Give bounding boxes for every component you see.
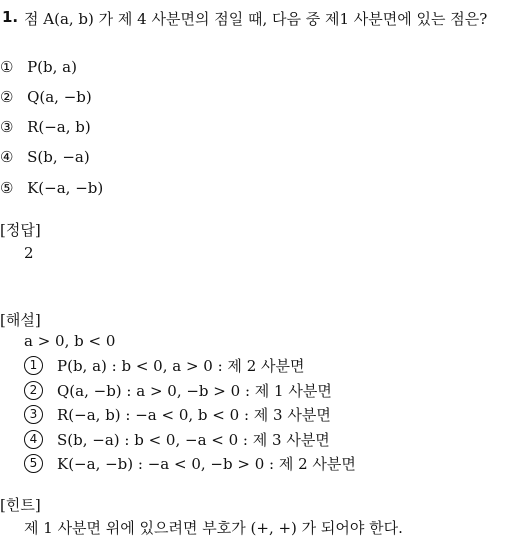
answer-heading: [정답] bbox=[0, 221, 41, 239]
option-5-text: K(−a, −b) bbox=[27, 179, 104, 197]
option-2-text: Q(a, −b) bbox=[27, 88, 92, 106]
option-1-mark: ① bbox=[0, 58, 14, 76]
explanation-item-3 bbox=[24, 404, 331, 425]
explanation-item-3-text: R(−a, b) : −a < 0, b < 0 : 제 3 사분면 bbox=[57, 406, 331, 424]
explanation-item-4 bbox=[24, 429, 330, 450]
option-1-text: P(b, a) bbox=[27, 58, 77, 76]
answer-value: 2 bbox=[24, 244, 34, 262]
explanation-item-4-mark: 4 bbox=[24, 430, 43, 449]
option-5[interactable] bbox=[0, 178, 103, 197]
option-3-text: R(−a, b) bbox=[27, 118, 91, 136]
explanation-item-1-text: P(b, a) : b < 0, a > 0 : 제 2 사분면 bbox=[57, 357, 305, 375]
hint-heading: [힌트] bbox=[0, 496, 41, 514]
option-3[interactable] bbox=[0, 117, 91, 136]
explanation-heading: [해설] bbox=[0, 311, 41, 329]
option-4[interactable] bbox=[0, 147, 90, 166]
explanation-item-1 bbox=[24, 355, 304, 376]
explanation-condition: a > 0, b < 0 bbox=[24, 332, 116, 350]
explanation-item-2-mark: 2 bbox=[24, 381, 43, 400]
explanation-item-5 bbox=[24, 453, 356, 474]
option-5-mark: ⑤ bbox=[0, 179, 14, 197]
option-3-mark: ③ bbox=[0, 118, 14, 136]
option-4-text: S(b, −a) bbox=[27, 148, 90, 166]
hint-text: 제 1 사분면 위에 있으려면 부호가 (+, +) 가 되어야 한다. bbox=[24, 519, 403, 537]
question-text: 점 A(a, b) 가 제 4 사분면의 점일 때, 다음 중 제1 사분면에 있는 점은? bbox=[24, 10, 488, 28]
question-number: 1. bbox=[2, 8, 19, 26]
option-2[interactable] bbox=[0, 87, 92, 106]
option-1[interactable] bbox=[0, 57, 77, 76]
explanation-item-2 bbox=[24, 380, 332, 401]
explanation-item-2-text: Q(a, −b) : a > 0, −b > 0 : 제 1 사분면 bbox=[57, 382, 332, 400]
option-2-mark: ② bbox=[0, 88, 14, 106]
explanation-item-4-text: S(b, −a) : b < 0, −a < 0 : 제 3 사분면 bbox=[57, 431, 330, 449]
explanation-item-1-mark: 1 bbox=[24, 356, 43, 375]
explanation-item-3-mark: 3 bbox=[24, 405, 43, 424]
explanation-item-5-text: K(−a, −b) : −a < 0, −b > 0 : 제 2 사분면 bbox=[57, 455, 356, 473]
explanation-item-5-mark: 5 bbox=[24, 454, 43, 473]
option-4-mark: ④ bbox=[0, 148, 14, 166]
